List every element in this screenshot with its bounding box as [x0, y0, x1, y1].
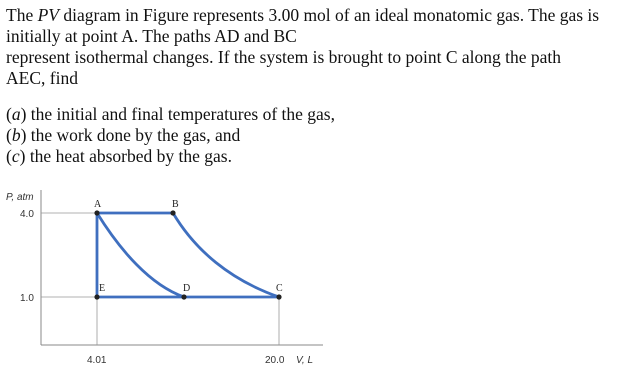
part-marker: a: [11, 104, 21, 124]
x-axis-label: V, L: [296, 355, 314, 366]
y-axis-label: P, atm: [6, 192, 34, 203]
point-c: [276, 294, 281, 299]
y-tick-label: 1.0: [20, 293, 34, 304]
part-text: the initial and final temperatures of the gas,: [26, 104, 335, 124]
point-label-b: B: [172, 199, 179, 210]
problem-line-2: initially at point A. The paths AD and BC: [6, 26, 297, 46]
problem-text: The: [6, 5, 38, 25]
x-tick-label: 4.01: [87, 355, 107, 366]
part-b: (b) the work done by the gas, and: [6, 125, 241, 145]
point-label-d: D: [183, 283, 191, 294]
part-c: (c) the heat absorbed by the gas.: [6, 146, 232, 166]
y-tick-label: 4.0: [20, 209, 34, 220]
point-label-e: E: [99, 283, 106, 294]
problem-line-3: represent isothermal changes. If the system is brought to point C along the path: [6, 47, 562, 67]
isotherm-ad: [97, 213, 184, 297]
part-text: the work done by the gas, and: [26, 125, 241, 145]
problem-line-4: AEC, find: [6, 68, 78, 88]
x-tick-label: 20.0: [265, 355, 285, 366]
part-a: (a) the initial and final temperatures of the gas,: [6, 104, 335, 124]
pv-term: PV: [37, 5, 59, 25]
part-marker: c: [11, 146, 20, 166]
point-a: [94, 210, 99, 215]
point-label-c: C: [276, 283, 283, 294]
point-label-a: A: [94, 199, 102, 210]
point-d: [181, 294, 186, 299]
part-marker: b: [11, 125, 21, 145]
problem-text: diagram in Figure represents 3.00 mol of an ideal monatomic gas. The gas is: [58, 5, 600, 25]
part-text: the heat absorbed by the gas.: [25, 146, 232, 166]
point-b: [170, 210, 175, 215]
point-e: [94, 294, 99, 299]
